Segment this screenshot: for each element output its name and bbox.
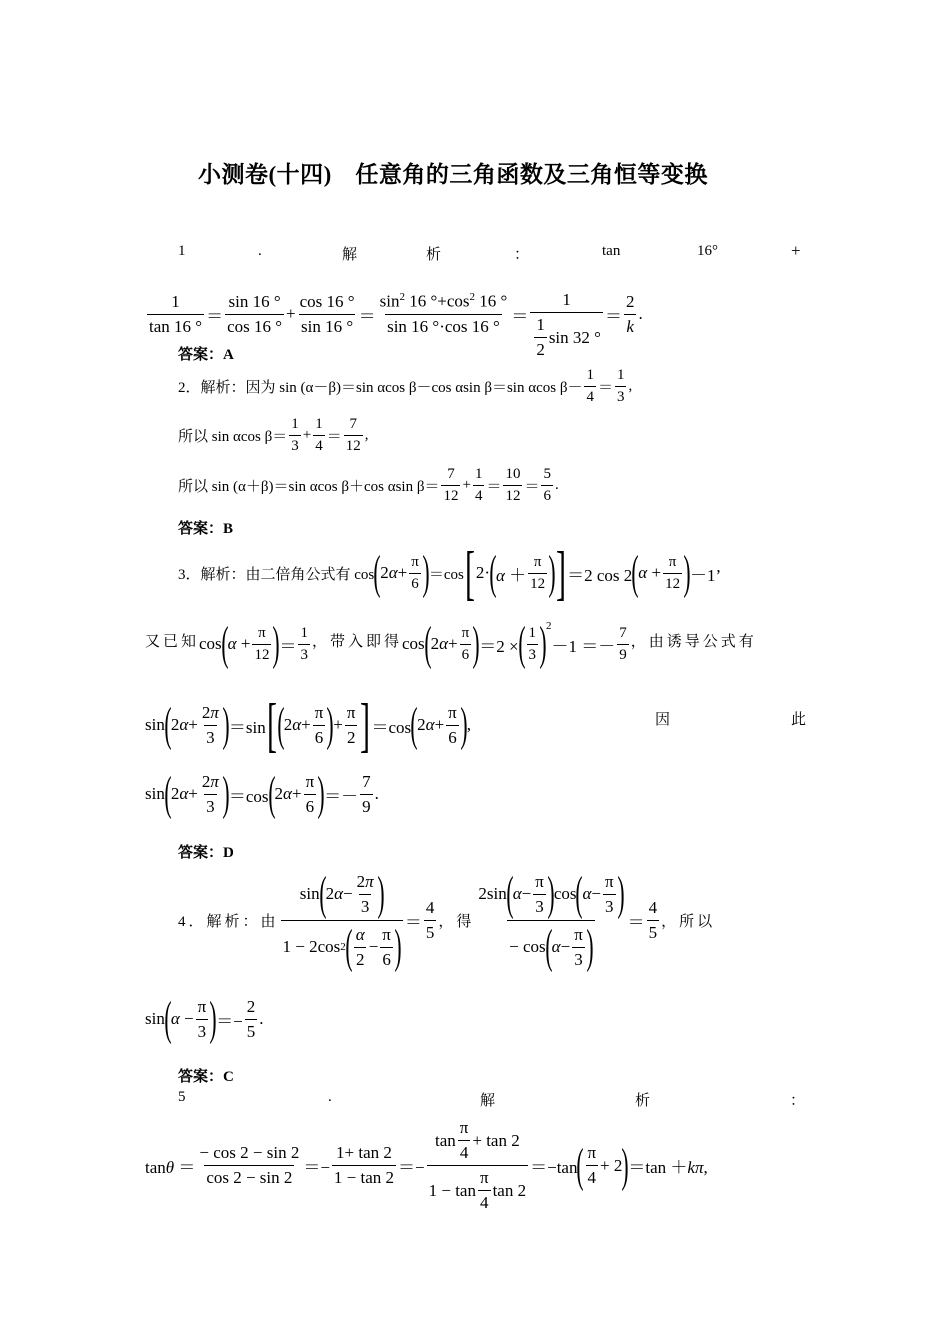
q3-l2c: ，由诱导公式有 xyxy=(630,634,757,650)
q1-jie: 解 xyxy=(342,247,358,263)
q2-line1: 2．解析：因为 sin (α－β)＝sin αcos β－cos αsin β＝sin αcos β－ $\frac{1}{4}$ ＝ $\frac{1}{3}$ , xyxy=(178,367,633,405)
q3-intro: 3．解析：由二倍角公式有 cos xyxy=(178,566,375,583)
q4-end: ，所以 xyxy=(661,914,716,930)
page-title: 小测卷(十四) 任意角的三角函数及三角恒等变换 xyxy=(198,162,708,187)
q1-tan: tan xyxy=(602,243,621,259)
q5-xi: 析 xyxy=(635,1093,651,1109)
q1-number: 1 xyxy=(178,243,186,259)
q3-line1: 3．解析：由二倍角公式有 cos ( 2α+ $\frac{\pi}{6}$ ) ＝cos [ 2· ( α ＋ $\frac{\pi}{12}$ ) ] ＝2 cos 2 ( α + $\frac{\pi}{12}$ ) －1’ xyxy=(178,540,722,606)
q4-mid: ，得 xyxy=(438,914,475,930)
q1-xi: 析 xyxy=(426,247,442,263)
q2-line3: 所以 sin (α＋β)＝sin αcos β＋cos αsin β＝ $\frac{7}{12}$ + $\frac{1}{4}$ ＝ $\frac{10}{12}$ ＝ $\frac{5}{6}$ . xyxy=(178,466,559,504)
q5-colon: ： xyxy=(790,1093,806,1109)
q4-line1: 4．解析：由 sin ( 2 α − $\frac{2\pi}{3}$ ) 1 − 2cos 2 ( $\frac{\alpha}{2}$ − $\frac{\pi}{6}$ ) ＝ $\frac{4}{5}$ ，得 2sin ( α − $\frac{\pi}{3}$ ) cos ( α − $\frac{\pi}{3}$ ) − cos ( α − $\frac{\pi}{3}$ ) ＝ $\frac{4}{5}$ ，所以 xyxy=(178,867,716,973)
q1-angle: 16° xyxy=(697,243,718,259)
q3-answer: 答案：D xyxy=(178,845,234,861)
q3-yin: 因 xyxy=(655,712,671,728)
q3-line4: sin ( 2α+ $\frac{2\pi}{3}$ ) ＝cos ( 2α+ $\frac{\pi}{6}$ ) ＝－ $\frac{7}{9}$ . xyxy=(145,767,379,820)
q3-line2: 又已知 cos ( α + $\frac{\pi}{12}$ ) ＝ $\frac{1}{3}$ ，带入即得 cos ( 2α+ $\frac{\pi}{6}$ ) ＝2 × ( $\frac{1}{3}$ ) 2 －1 ＝－ $\frac{7}{9}$ ，由诱导公式有 xyxy=(145,617,757,670)
q4-answer: 答案：C xyxy=(178,1069,234,1085)
q2-intro: 2．解析：因为 sin (α－β)＝sin αcos β－cos αsin β＝sin αcos β－ xyxy=(178,380,583,396)
q1-answer: 答案：A xyxy=(178,347,234,363)
q2-answer: 答案：B xyxy=(178,521,234,537)
q5-dot: . xyxy=(328,1089,332,1105)
q1-colon: ： xyxy=(514,247,530,263)
q5-equation: tanθ ＝ $\frac{- \cos 2 - \sin 2}{\cos 2 - \sin 2}$ ＝− $\frac{1+ \tan 2}{1 - \tan 2}$ ＝− tan $\frac{\pi}{4}$ + tan 2 1 − tan $\frac{\pi}{4}$ tan 2 ＝−tan ( $\frac{\pi}{4}$ + 2 ) ＝tan ＋kπ, xyxy=(145,1118,708,1212)
q3-line3: sin ( 2α+ $\frac{2\pi}{3}$ ) ＝sin [ ( 2α+ $\frac{\pi}{6}$ ) + $\frac{\pi}{2}$ ] ＝cos ( 2α+ $\frac{\pi}{6}$ ) , xyxy=(145,692,471,758)
q3-l2b: ，带入即得 xyxy=(311,634,402,650)
q4-line2: sin ( α − $\frac{\pi}{3}$ ) ＝− $\frac{2}{5}$ . xyxy=(145,992,264,1045)
q2-line2: 所以 sin αcos β＝ $\frac{1}{3}$ + $\frac{1}{4}$ ＝ $\frac{7}{12}$ , xyxy=(178,416,369,454)
q4-intro: 4．解析：由 xyxy=(178,914,279,930)
q1-dot: . xyxy=(258,243,262,259)
q2-l2: 所以 sin αcos β＝ xyxy=(178,429,288,445)
q5-jie: 解 xyxy=(480,1093,496,1109)
q1-equation: $\frac{1}{\tan 16 ^\circ}$ ＝ $\frac{\sin 16 ^\circ}{\cos 16 ^\circ}$ + $\frac{\cos 16 ^\circ}{\sin 16 ^\circ}$ ＝ $\frac{\sin^2 16 ^\circ+\cos^2 16 ^\circ}{\sin 16 ^\circ\cdot\cos 16 ^\circ}$ ＝ 1 $\frac{1}{2}$ sin 32 ° ＝ $\frac{2}{k}$ . xyxy=(149,290,643,359)
q2-l3: 所以 sin (α＋β)＝sin αcos β＋cos αsin β＝ xyxy=(178,479,440,495)
q3-l2a: 又已知 xyxy=(145,634,200,650)
q5-number: 5 xyxy=(178,1089,186,1105)
q3-ci: 此 xyxy=(791,712,807,728)
q1-plus: + xyxy=(791,241,801,260)
